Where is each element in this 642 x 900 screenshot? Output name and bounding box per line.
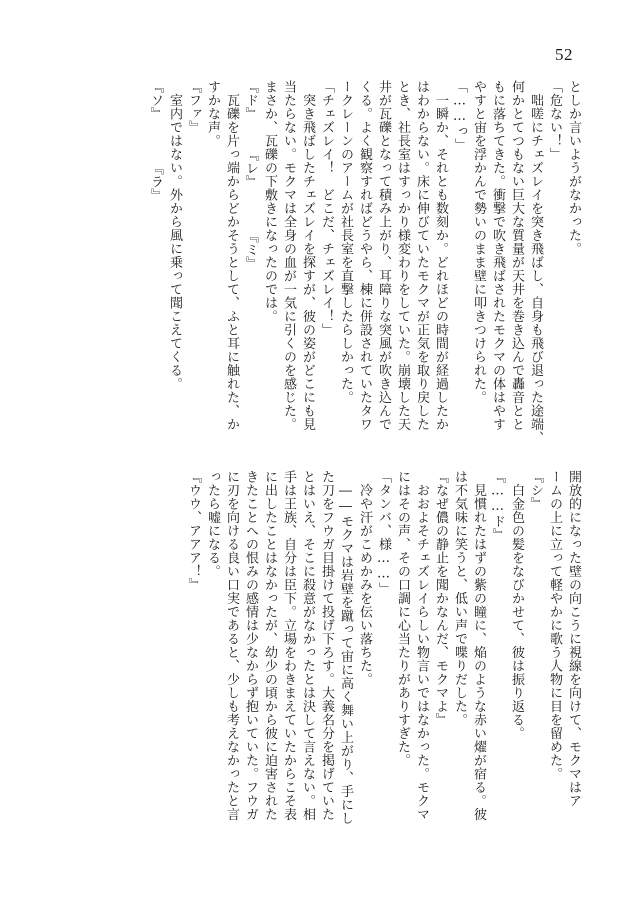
text-column: 『……ド』 <box>490 470 505 542</box>
text-column: おおよそチェズレイらしい物言いではなかった。モクマ <box>414 470 429 821</box>
text-column: 咄嗟にチェズレイを突き飛ばし、自身も飛び退った途端、 <box>528 80 543 445</box>
text-column: 手は王族、自分は臣下。立場をわきまえていたからこそ表 <box>281 470 296 821</box>
text-column: 突き飛ばしたチェズレイを探すが、彼の姿がどこにも見 <box>300 80 315 431</box>
page-number: 52 <box>555 45 573 64</box>
text-column: 一瞬か、それとも数刻か。どれほどの時間が経過したか <box>433 80 448 431</box>
text-column: 「タンバ、様……」 <box>376 470 391 596</box>
text-column: 『ド』 『レ』 『ミ』 <box>243 80 258 270</box>
text-column: 何かとてつもない巨大な質量が天井を巻き込んで轟音とと <box>509 80 524 431</box>
text-column: 開放的になった壁の向こうに視線を向けて、モクマはア <box>566 470 581 808</box>
text-column: 「危ない！」 <box>547 80 562 161</box>
text-column: 白金色の髪をなびかせて、彼は振り返る。 <box>509 470 524 740</box>
text-column: ームの上に立って軽やかに歌う人物に目を留めた。 <box>547 470 562 781</box>
text-column: すかな声。 <box>205 80 220 148</box>
text-column: とき、社長室はすっかり様変わりをしていた。崩壊した天 <box>395 80 410 431</box>
text-column: もに落ちてきた。衝撃で吹き飛ばされたモクマの体はやす <box>490 80 505 431</box>
text-column: 『ウウ、アアア！』 <box>186 470 201 592</box>
text-column: 見慣れたはずの紫の瞳に、焔のような赤い燿が宿る。彼 <box>471 470 486 821</box>
text-column: 室内ではない。外から風に乗って聞こえてくる。 <box>167 80 182 391</box>
text-column: 井が瓦礫となって積み上がり、耳障りな突風が吹き込んで <box>376 80 391 431</box>
text-column: 瓦礫を片っ端からどかそうとして、ふと耳に触れた、か <box>224 80 239 431</box>
text-column: た刀をフウガ目掛けて投げ下ろす。大義名分を掲げていた <box>319 470 334 821</box>
text-column: 「……っ」 <box>452 80 467 152</box>
text-column: に出したことはなかったが、幼少の頃から彼に迫害された <box>262 470 277 821</box>
text-column: としか言いようがなかった。 <box>566 80 581 256</box>
text-column: ークレーンのアームが社長室を直撃したらしかった。 <box>338 80 353 404</box>
text-column: に刃を向ける良い口実であると、少しも考えなかったと言 <box>224 470 239 821</box>
text-column: 『シ』 <box>528 470 543 511</box>
text-column: 『ファ』 <box>186 80 201 134</box>
text-column: ったら嘘になる。 <box>205 470 220 578</box>
lower-text-block <box>184 470 583 850</box>
upper-text-block <box>146 80 583 450</box>
text-column: 「チェズレイ！ どこだ、チェズレイ！」 <box>319 80 334 337</box>
text-column: 当たらない。モクマは全身の血が一気に引くのを感じた。 <box>281 80 296 431</box>
text-column: くる。よく観察すればどうやら、棟に併設されていたタワ <box>357 80 372 431</box>
text-column: にはその声、その口調に心当たりがありすぎた。 <box>395 470 410 767</box>
text-column: 冷や汗がこめかみを伝い落ちた。 <box>357 470 372 686</box>
text-column: きたことへの恨みの感情は少なからず抱いていた。フウガ <box>243 470 258 821</box>
text-column: まさか、瓦礫の下敷きになったのでは。 <box>262 80 277 323</box>
text-column: ――モクマは岩壁を蹴って宙に高く舞い上がり、手にし <box>338 470 353 825</box>
text-column: とはいえ、そこに殺意がなかったとは決して言えない。相 <box>300 470 315 821</box>
text-column: は不気味に笑うと、低い声で喋りだした。 <box>452 470 467 727</box>
text-column: はわからない。床に伸びていたモクマが正気を取り戻した <box>414 80 429 431</box>
text-column: 『ソ』 『ラ』 <box>148 80 163 202</box>
text-column: やすと宙を浮かんで勢いのまま壁に叩きつけられた。 <box>471 80 486 404</box>
text-column: 『なぜ儂の静止を聞かなんだ、モクマよ』 <box>433 470 448 727</box>
